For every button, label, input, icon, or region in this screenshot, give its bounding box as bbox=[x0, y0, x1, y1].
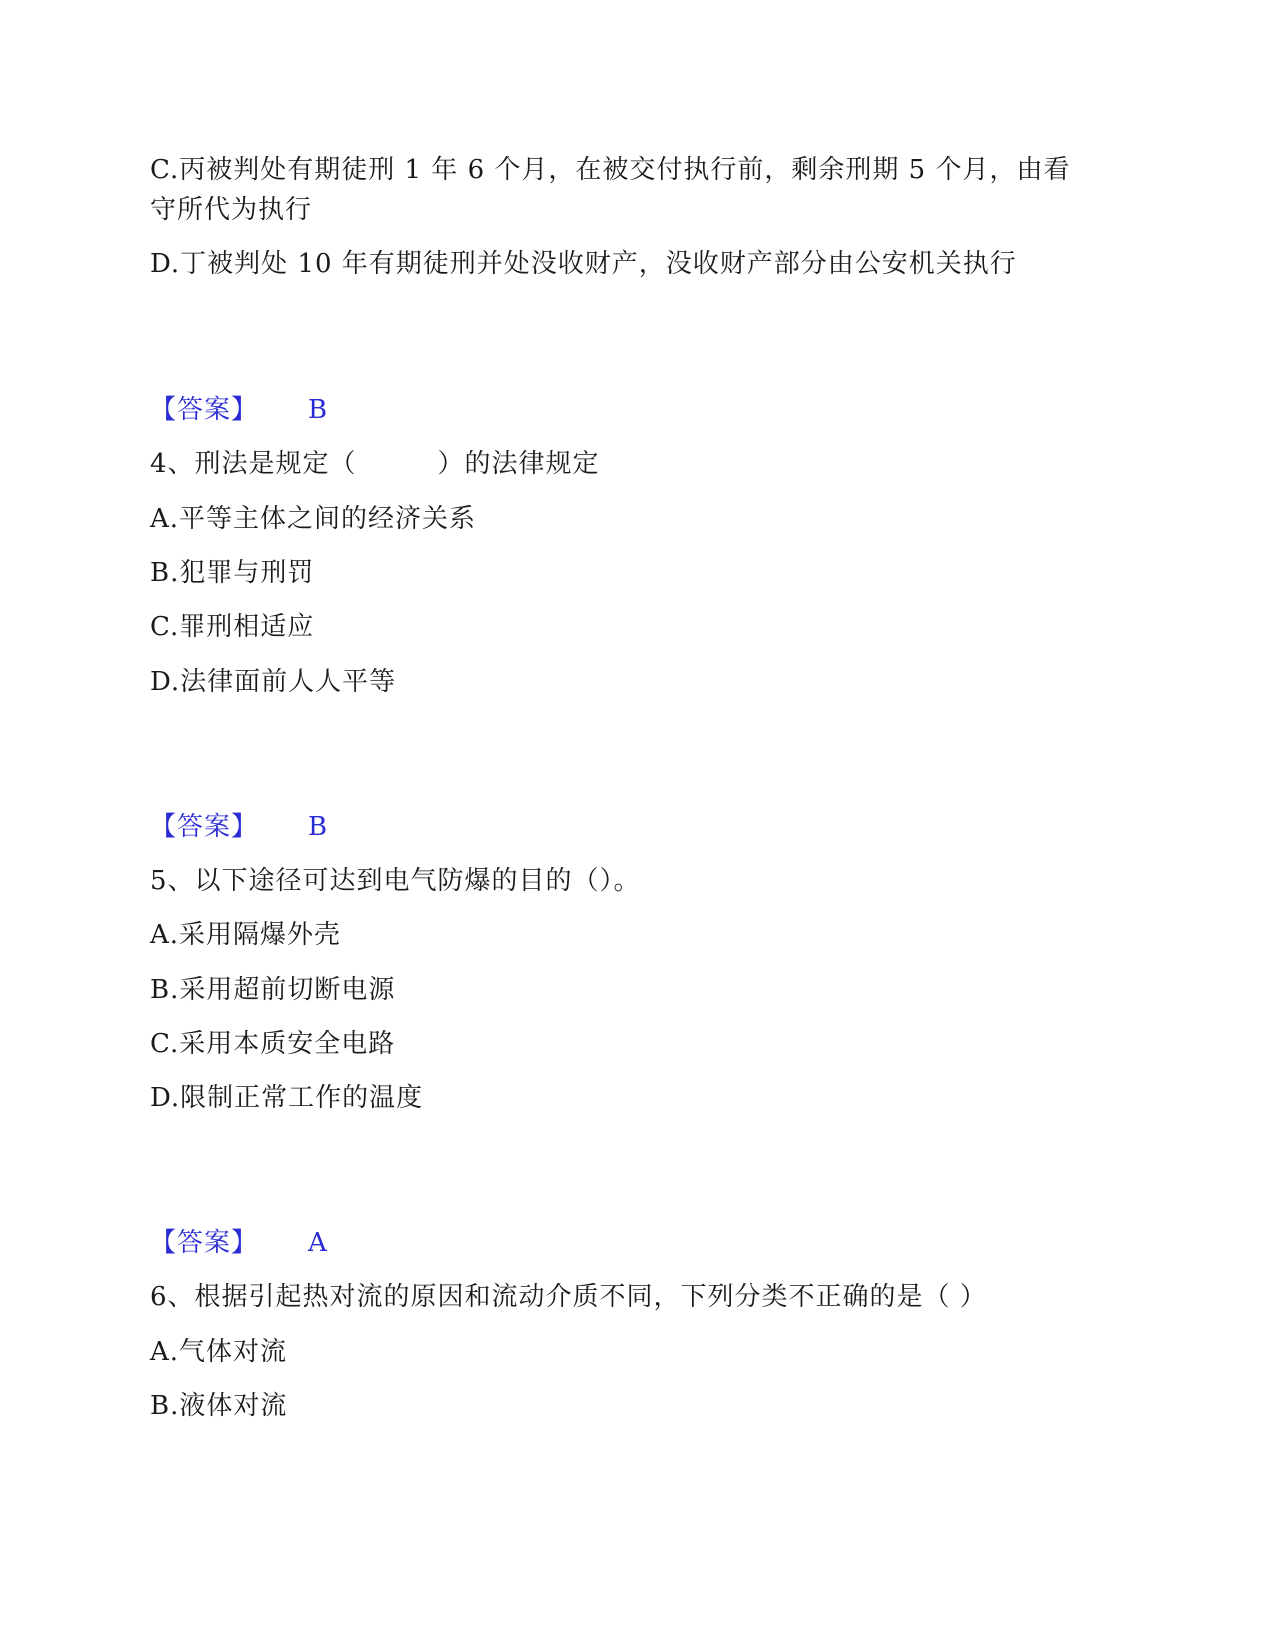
q5-stem: 5、以下途径可达到电气防爆的目的（）。 bbox=[150, 866, 641, 896]
q6-option-a: A.气体对流 bbox=[150, 1337, 288, 1367]
q5-answer bbox=[150, 1223, 327, 1263]
q4-option-c: C.罪刑相适应 bbox=[150, 612, 315, 642]
q5-option-a: A.采用隔爆外壳 bbox=[150, 920, 342, 950]
q4-answer bbox=[150, 807, 328, 847]
q5-option-b: B.采用超前切断电源 bbox=[150, 975, 396, 1005]
q5-option-c: C.采用本质安全电路 bbox=[150, 1029, 396, 1059]
q3-answer bbox=[150, 390, 328, 430]
q3-option-d: D.丁被判处 10 年有期徒刑并处没收财产，没收财产部分由公安机关执行 bbox=[150, 249, 1017, 279]
q4-option-b: B.犯罪与刑罚 bbox=[150, 558, 315, 588]
q5-option-d: D.限制正常工作的温度 bbox=[150, 1083, 424, 1113]
q3-option-c-line2: 守所代为执行 bbox=[150, 195, 313, 225]
q3-option-c-line1: C.丙被判处有期徒刑 1 年 6 个月，在被交付执行前，剩余刑期 5 个月，由看 bbox=[150, 155, 1071, 185]
q4-option-d: D.法律面前人人平等 bbox=[150, 667, 397, 697]
q3-answer-value: B bbox=[308, 395, 328, 425]
q4-answer-label: 【答案】 bbox=[150, 812, 259, 842]
q5-answer-label: 【答案】 bbox=[150, 1228, 259, 1258]
q3-answer-label: 【答案】 bbox=[150, 395, 259, 425]
q6-option-b: B.液体对流 bbox=[150, 1391, 288, 1421]
q4-answer-value: B bbox=[308, 812, 328, 842]
q5-answer-value: A bbox=[308, 1228, 327, 1258]
q4-option-a: A.平等主体之间的经济关系 bbox=[150, 504, 477, 534]
q6-stem: 6、根据引起热对流的原因和流动介质不同，下列分类不正确的是（ ） bbox=[150, 1282, 987, 1312]
q4-stem: 4、刑法是规定（ ）的法律规定 bbox=[150, 449, 600, 479]
